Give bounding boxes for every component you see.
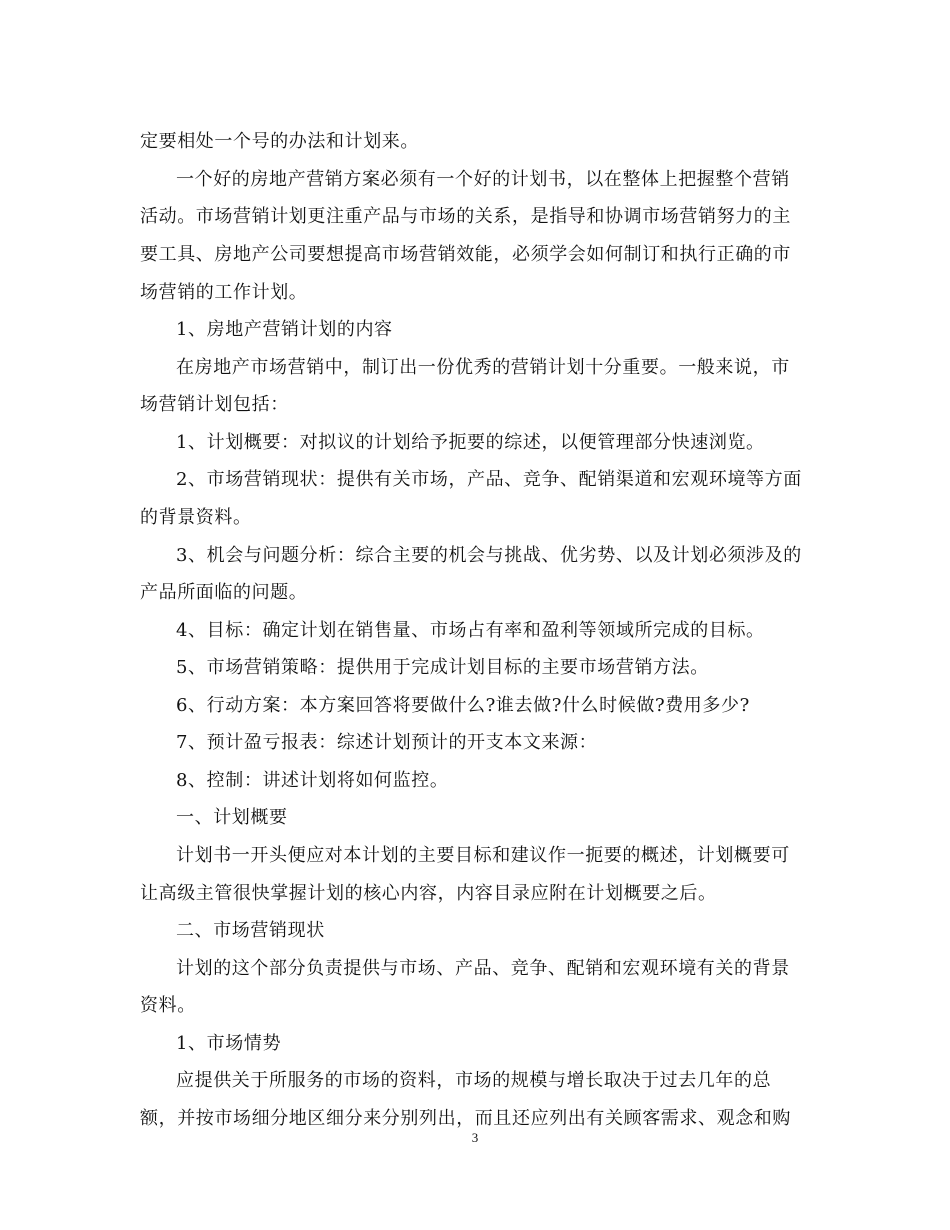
page-number: 3 (471, 1130, 479, 1145)
text-line: 的背景资料。 (140, 507, 252, 528)
text-line: 计划的这个部分负责提供与市场、产品、竞争、配销和宏观环境有关的背景 (176, 958, 790, 979)
list-item: 7、预计盈亏报表：综述计划预计的开支本文来源： (176, 732, 598, 753)
list-item: 1、计划概要：对拟议的计划给予扼要的综述，以便管理部分快速浏览。 (176, 432, 765, 453)
text-line: 在房地产市场营销中，制订出一份优秀的营销计划十分重要。一般来说，市 (176, 357, 790, 378)
text-line: 应提供关于所服务的市场的资料，市场的规模与增长取决于过去几年的总 (176, 1070, 772, 1091)
section-heading: 二、市场营销现状 (176, 920, 325, 941)
list-item: 4、目标：确定计划在销售量、市场占有率和盈利等领域所完成的目标。 (176, 620, 765, 641)
list-item: 6、行动方案：本方案回答将要做什么?谁去做?什么时候做?费用多少? (176, 695, 750, 716)
text-line: 场营销计划包括： (140, 394, 289, 415)
text-line: 场营销的工作计划。 (140, 282, 308, 303)
text-line: 定要相处一个号的办法和计划来。 (140, 131, 419, 152)
section-heading: 一、计划概要 (176, 807, 288, 828)
text-line: 要工具、房地产公司要想提高市场营销效能，必须学会如何制订和执行正确的市 (140, 244, 791, 265)
text-line: 让高级主管很快掌握计划的核心内容，内容目录应附在计划概要之后。 (140, 883, 717, 904)
text-line: 额，并按市场细分地区细分来分别列出，而且还应列出有关顾客需求、观念和购 (140, 1108, 791, 1129)
text-line: 一个好的房地产营销方案必须有一个好的计划书，以在整体上把握整个营销 (176, 169, 790, 190)
text-line: 活动。市场营销计划更注重产品与市场的关系，是指导和协调市场营销努力的主 (140, 206, 791, 227)
list-item: 3、机会与问题分析：综合主要的机会与挑战、优劣势、以及计划必须涉及的 (176, 545, 802, 566)
list-item: 2、市场营销现状：提供有关市场，产品、竞争、配销渠道和宏观环境等方面 (176, 469, 802, 490)
text-line: 产品所面临的问题。 (140, 582, 308, 603)
list-item: 5、市场营销策略：提供用于完成计划目标的主要市场营销方法。 (176, 657, 709, 678)
text-line: 资料。 (140, 995, 196, 1016)
text-line: 计划书一开头便应对本计划的主要目标和建议作一扼要的概述，计划概要可 (176, 845, 790, 866)
section-heading: 1、房地产营销计划的内容 (176, 319, 393, 340)
list-item: 8、控制：讲述计划将如何监控。 (176, 770, 449, 791)
section-heading: 1、市场情势 (176, 1033, 282, 1054)
